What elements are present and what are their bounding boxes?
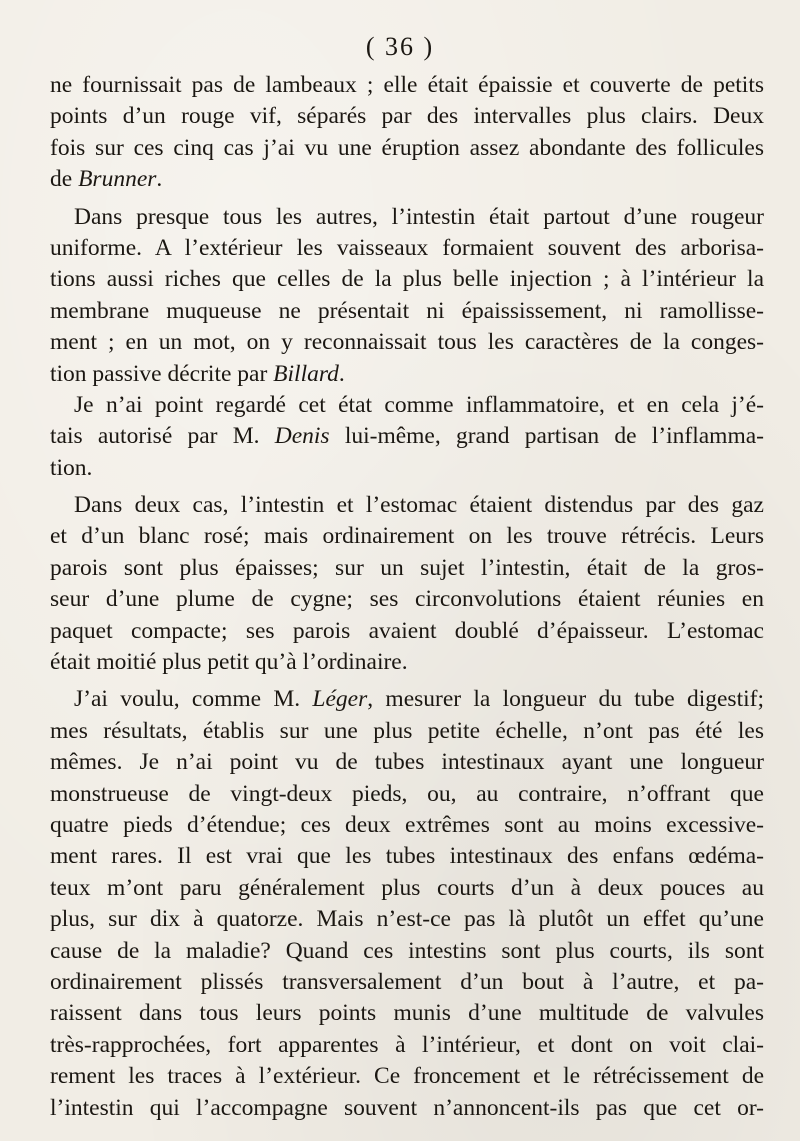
text-line-segment: Dans presque tous les autres, l’intestin était partout d’une rougeur [74,203,764,230]
text-line-segment: Je n’ai point regardé cet état comme inflammatoire, et en cela j’é- [74,391,764,418]
italic-name: Billard [273,360,339,387]
text-line-segment: tion. [50,454,93,481]
text-line-segment: seur d’une plume de cygne; ses circonvolutions étaient réunies en [50,586,764,613]
text-line-segment: membrane muqueuse ne présentait ni épaississement, ni ramollisse- [50,297,764,324]
text-line [50,647,764,678]
text-line [50,133,764,164]
text-line-segment: parois sont plus épaisses; sur un sujet l’intestin, était de la gros- [50,554,764,581]
text-line-segment: . [156,166,163,193]
text-line-segment: cause de la maladie? Quand ces intestins sont plus courts, ils sont [50,937,764,964]
text-line-segment: ordinairement plissés transversalement d’un bout à l’autre, et pa- [50,968,764,995]
text-line [50,453,764,484]
text-line-segment: ne fournissait pas de lambeaux ; elle était épaissie et couverte de petits [50,72,764,98]
text-line [50,553,764,584]
text-line-segment: plus, sur dix à quatorze. Mais n’est-ce pas là plutôt un effet qu’une [50,906,764,933]
text-line-segment: de [50,166,79,193]
text-line [50,616,764,647]
italic-name: Léger [312,686,368,713]
text-line [50,421,764,452]
text-line [50,101,764,132]
text-line [50,779,764,810]
text-line [50,390,764,421]
text-line [50,841,764,872]
text-line [50,998,764,1029]
text-line-segment: tion passive décrite par [50,360,274,387]
text-line-segment: fois sur ces cinq cas j’ai vu une éruption assez abondante des follicules [50,134,764,161]
text-line-segment: très-rapprochées, fort apparentes à l’intérieur, et dont on voit clai- [50,1031,764,1058]
text-line [50,202,764,233]
italic-name: Denis [274,423,330,450]
page-number: ( 36 ) [365,32,435,61]
text-line [50,264,764,295]
text-line [50,1093,764,1124]
text-line-segment: tions aussi riches que celles de la plus belle injection ; à l’intérieur la [50,266,764,293]
text-line-segment: et d’un blanc rosé; mais ordinairement on les trouve rétrécis. Leurs [50,523,764,550]
text-line-segment: mêmes. Je n’ai point vu de tubes intestinaux ayant une longueur [50,749,764,776]
text-line [50,967,764,998]
text-line-segment: tais autorisé par M. [50,423,275,450]
text-line [50,296,764,327]
text-line-segment: Dans deux cas, l’intestin et l’estomac étaient distendus par des gaz [74,492,764,519]
text-line [50,359,764,390]
text-line-segment: était moitié plus petit qu’à l’ordinaire. [50,649,408,676]
text-line [50,164,764,195]
text-line-segment: , mesurer la longueur du tube digestif; [367,686,764,713]
text-line [50,810,764,841]
text-line-segment: l’intestin qui l’accompagne souvent n’annoncent-ils pas que cet or- [50,1094,764,1121]
text-line-segment: ment ; en un mot, on y reconnaissait tous les caractères de la conges- [50,329,764,356]
text-line-segment: points d’un rouge vif, séparés par des intervalles plus clairs. Deux [50,103,764,130]
text-line [50,747,764,778]
text-line-segment: . [338,360,345,387]
text-line [50,521,764,552]
text-line [50,1061,764,1092]
text-line [50,904,764,935]
text-line [50,233,764,264]
text-line [50,716,764,747]
text-line [50,327,764,358]
italic-name: Brunner [78,166,157,193]
text-line [50,936,764,967]
text-line-segment: teux m’ont paru généralement plus courts d’un à deux pouces au [50,874,764,901]
text-line-segment: lui-même, grand partisan de l’inflamma- [329,423,764,450]
text-line-segment: monstrueuse de vingt-deux pieds, ou, au contraire, n’offrant que [50,780,764,807]
body-text [50,70,764,1124]
text-line-segment: rement les traces à l’extérieur. Ce froncement et le rétrécissement de [50,1063,764,1090]
text-line-segment: paquet compacte; ses parois avaient doublé d’épaisseur. L’estomac [50,617,764,644]
text-line [50,70,764,101]
text-line-segment: mes résultats, établis sur une plus petite échelle, n’ont pas été les [50,717,764,744]
text-line [50,1030,764,1061]
text-line-segment: J’ai voulu, comme M. [74,686,313,713]
text-line-segment: raissent dans tous leurs points munis d’une multitude de valvules [50,1000,764,1027]
text-line [50,873,764,904]
text-line-segment: ment rares. Il est vrai que les tubes intestinaux des enfans œdéma- [50,843,764,870]
text-line [50,584,764,615]
text-line [50,684,764,715]
text-line-segment: quatre pieds d’étendue; ces deux extrêmes sont au moins excessive- [50,811,764,838]
text-line-segment: uniforme. A l’extérieur les vaisseaux formaient souvent des arborisa- [50,234,764,261]
text-line [50,490,764,521]
